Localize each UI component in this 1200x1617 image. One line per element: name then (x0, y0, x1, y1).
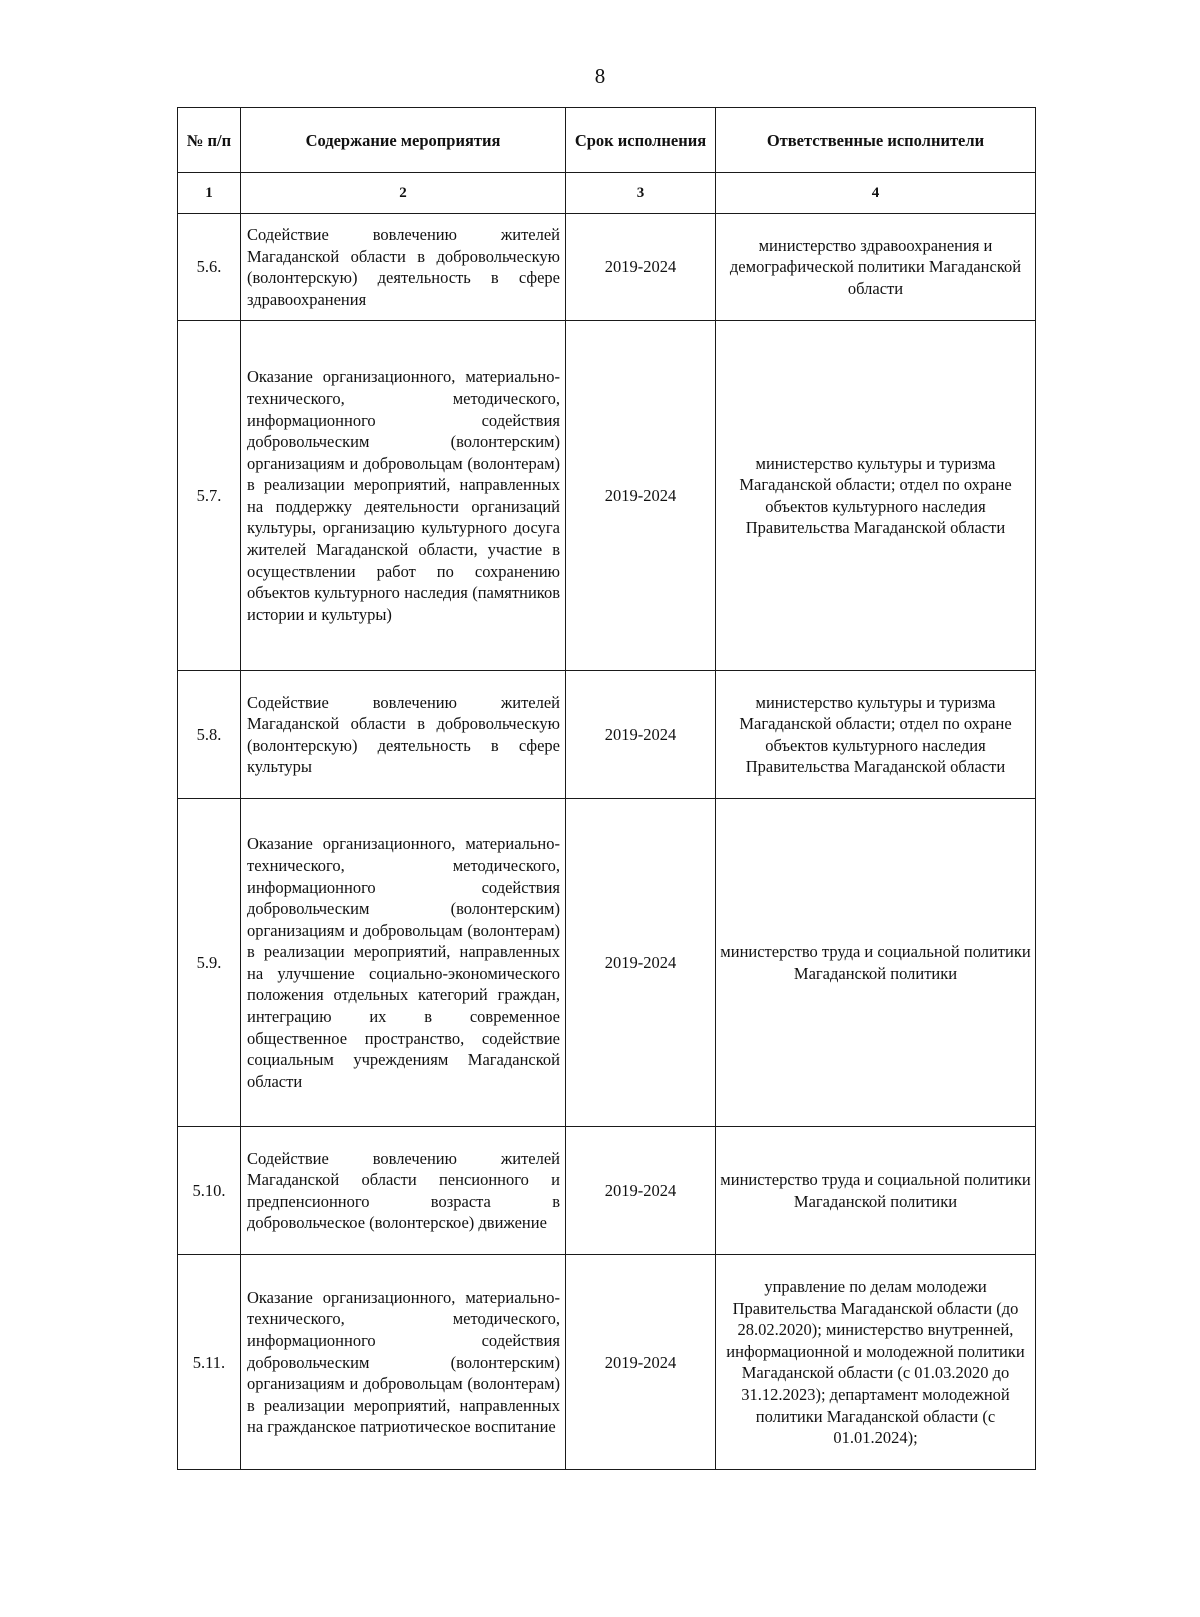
row-responsible: министерство труда и социальной политики Магаданской политики (716, 1127, 1036, 1255)
header-content: Содержание мероприятия (241, 108, 566, 173)
activities-table (177, 107, 1036, 1470)
header-responsible: Ответственные исполнители (716, 108, 1036, 173)
table-row (178, 321, 1036, 671)
row-responsible: управление по делам молодежи Правительства Магаданской области (до 28.02.2020); министерство внутренней, информационной и молодежной политики Магаданской области (с 01.03.2020 до 31.12.2023); департамент молодежной политики Магаданской области (с 01.01.2024); (716, 1255, 1036, 1470)
row-term: 2019-2024 (566, 1255, 716, 1470)
table-row (178, 1255, 1036, 1470)
row-responsible: министерство культуры и туризма Магаданской области; отдел по охране объектов культурного наследия Правительства Магаданской области (716, 671, 1036, 799)
row-content: Содействие вовлечению жителей Магаданской области в добровольческую (волонтерскую) деятельность в сфере культуры (241, 671, 566, 799)
row-responsible: министерство культуры и туризма Магаданской области; отдел по охране объектов культурного наследия Правительства Магаданской области (716, 321, 1036, 671)
row-content: Оказание организационного, материально-технического, методического, информационного содействия добровольческим (волонтерским) организациям и добровольцам (волонтерам) в реализации мероприятий, направленных на поддержку деятельности организаций культуры, организацию культурного досуга жителей Магаданской области, участие в осуществлении работ по сохранению объектов культурного наследия (памятников истории и культуры) (241, 321, 566, 671)
table-header-row (178, 108, 1036, 173)
row-content: Содействие вовлечению жителей Магаданской области пенсионного и предпенсионного возраста в добровольческое (волонтерское) движение (241, 1127, 566, 1255)
column-number: 1 (178, 173, 241, 214)
row-term: 2019-2024 (566, 321, 716, 671)
row-responsible: министерство здравоохранения и демографической политики Магаданской области (716, 214, 1036, 321)
row-number: 5.11. (178, 1255, 241, 1470)
column-numbers-row (178, 173, 1036, 214)
row-number: 5.9. (178, 799, 241, 1127)
row-responsible: министерство труда и социальной политики Магаданской политики (716, 799, 1036, 1127)
table-row (178, 1127, 1036, 1255)
row-term: 2019-2024 (566, 799, 716, 1127)
table-row (178, 671, 1036, 799)
column-number: 4 (716, 173, 1036, 214)
header-term: Срок исполнения (566, 108, 716, 173)
row-number: 5.7. (178, 321, 241, 671)
column-number: 3 (566, 173, 716, 214)
table-row (178, 214, 1036, 321)
row-number: 5.6. (178, 214, 241, 321)
row-content: Оказание организационного, материально-технического, методического, информационного содействия добровольческим (волонтерским) организациям и добровольцам (волонтерам) в реализации мероприятий, направленных на улучшение социально-экономического положения отдельных категорий граждан, интеграцию их в современное общественное пространство, содействие социальным учреждениям Магаданской области (241, 799, 566, 1127)
row-number: 5.8. (178, 671, 241, 799)
table-row (178, 799, 1036, 1127)
header-number: № п/п (178, 108, 241, 173)
page-number: 8 (594, 64, 606, 88)
row-content: Содействие вовлечению жителей Магаданской области в добровольческую (волонтерскую) деятельность в сфере здравоохранения (241, 214, 566, 321)
row-term: 2019-2024 (566, 671, 716, 799)
column-number: 2 (241, 173, 566, 214)
row-term: 2019-2024 (566, 214, 716, 321)
row-content: Оказание организационного, материально-технического, методического, информационного содействия добровольческим (волонтерским) организациям и добровольцам (волонтерам) в реализации мероприятий, направленных на гражданское патриотическое воспитание (241, 1255, 566, 1470)
row-term: 2019-2024 (566, 1127, 716, 1255)
row-number: 5.10. (178, 1127, 241, 1255)
